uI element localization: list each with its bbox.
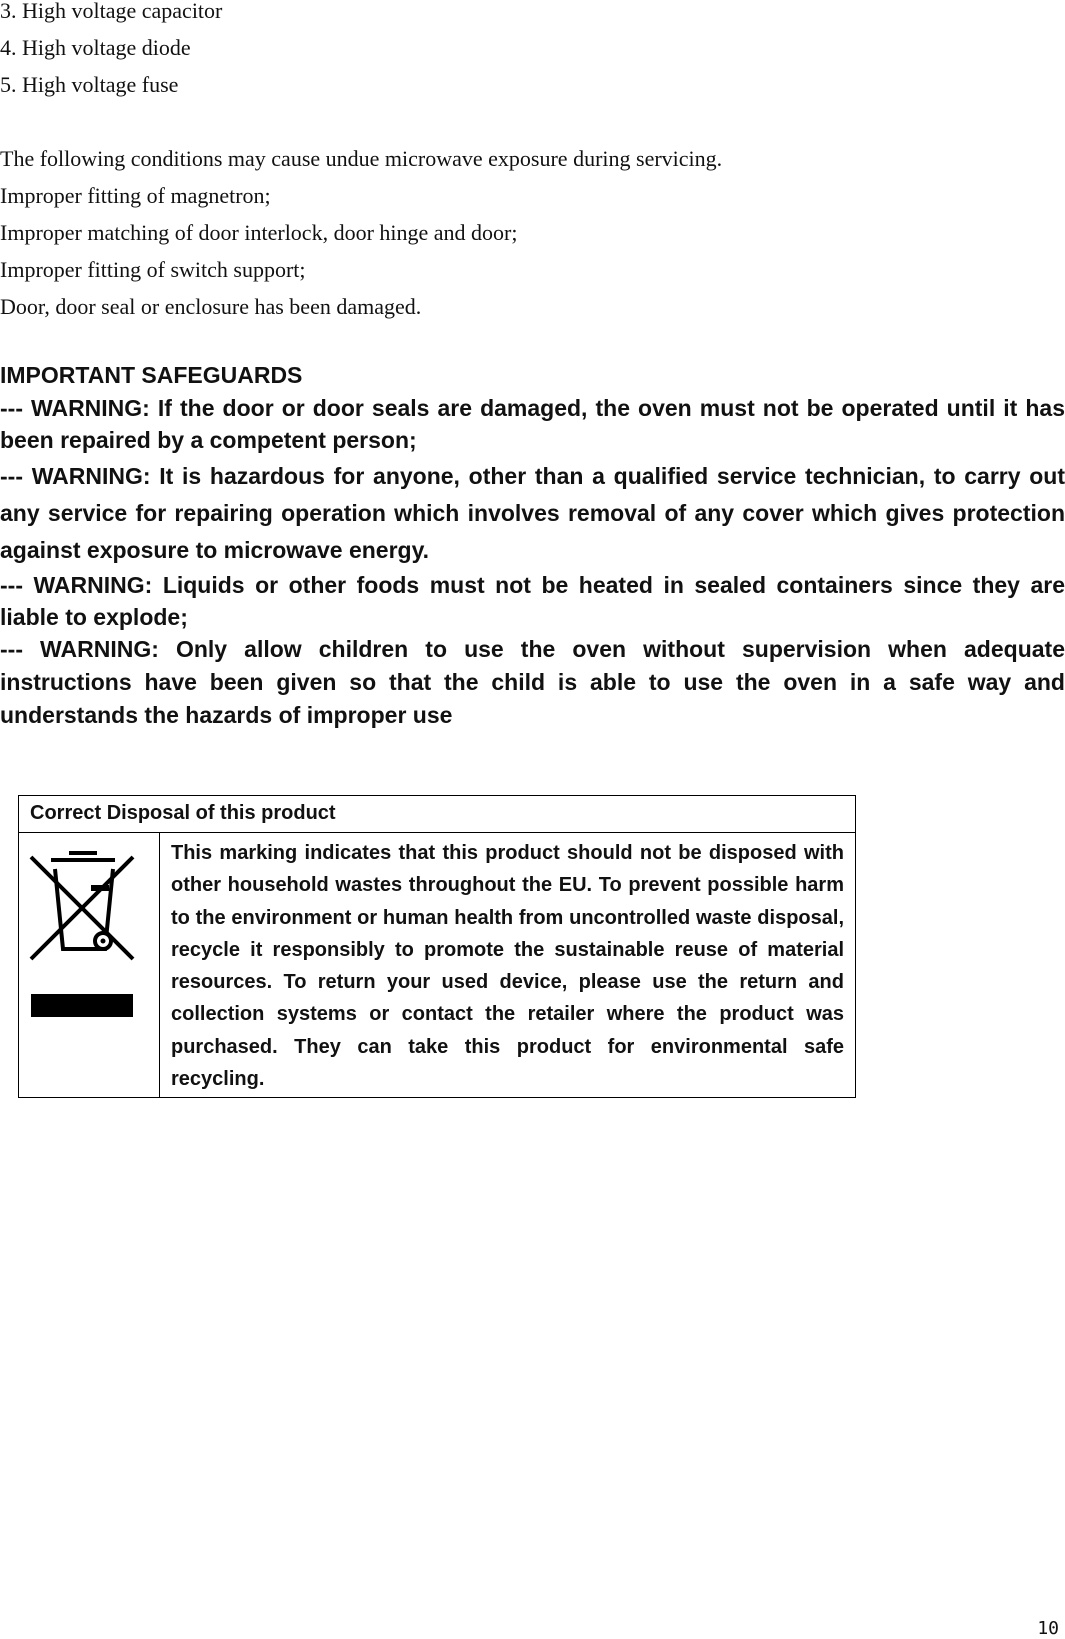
conditions-intro: The following conditions may cause undue microwave exposure during servicing.: [0, 146, 723, 171]
condition-item: Improper matching of door interlock, door hinge and door;: [0, 220, 518, 245]
list-item: 3. High voltage capacitor: [0, 0, 223, 23]
disposal-table: [18, 795, 856, 1098]
component-list: [0, 0, 222, 103]
important-safeguards: [0, 358, 1065, 732]
condition-item: Improper fitting of magnetron;: [0, 183, 271, 208]
exposure-conditions: [0, 140, 722, 325]
disposal-icon-cell: [19, 833, 160, 1098]
warning-door-damage: --- WARNING: If the door or door seals are damaged, the oven must not be operated until it has been repaired by a competent person;: [0, 395, 1065, 453]
crossed-out-wheelie-bin-icon: [29, 847, 135, 1017]
disposal-text: This marking indicates that this product should not be disposed with other household wastes throughout the EU. To prevent possible harm to the environment or human health from uncontrolled waste disposal, recycle it responsibly to promote the sustainable reuse of material resources. To return your used device, please use the return and collection systems or contact the retailer where the product was purchased. They can take this product for environmental safe recycling.: [160, 833, 856, 1098]
warning-sealed-containers: --- WARNING: Liquids or other foods must not be heated in sealed containers since they are liable to explode;: [0, 572, 1065, 630]
condition-item: Door, door seal or enclosure has been damaged.: [0, 294, 422, 319]
list-item: 4. High voltage diode: [0, 35, 191, 60]
disposal-header: Correct Disposal of this product: [19, 796, 856, 833]
warning-children: --- WARNING: Only allow children to use the oven without supervision when adequate instructions have been given so that the child is able to use the oven in a safe way and understands the hazards of improper use: [0, 636, 1065, 728]
list-item: 5. High voltage fuse: [0, 72, 179, 97]
page-number: 10: [1037, 1618, 1059, 1639]
condition-item: Improper fitting of switch support;: [0, 257, 306, 282]
warning-service-technician: --- WARNING: It is hazardous for anyone, other than a qualified service technician, to carry out any service for repairing operation which involves removal of any cover which gives protection against exposure to microwave energy.: [0, 463, 1065, 563]
safeguards-title: IMPORTANT SAFEGUARDS: [0, 362, 303, 388]
